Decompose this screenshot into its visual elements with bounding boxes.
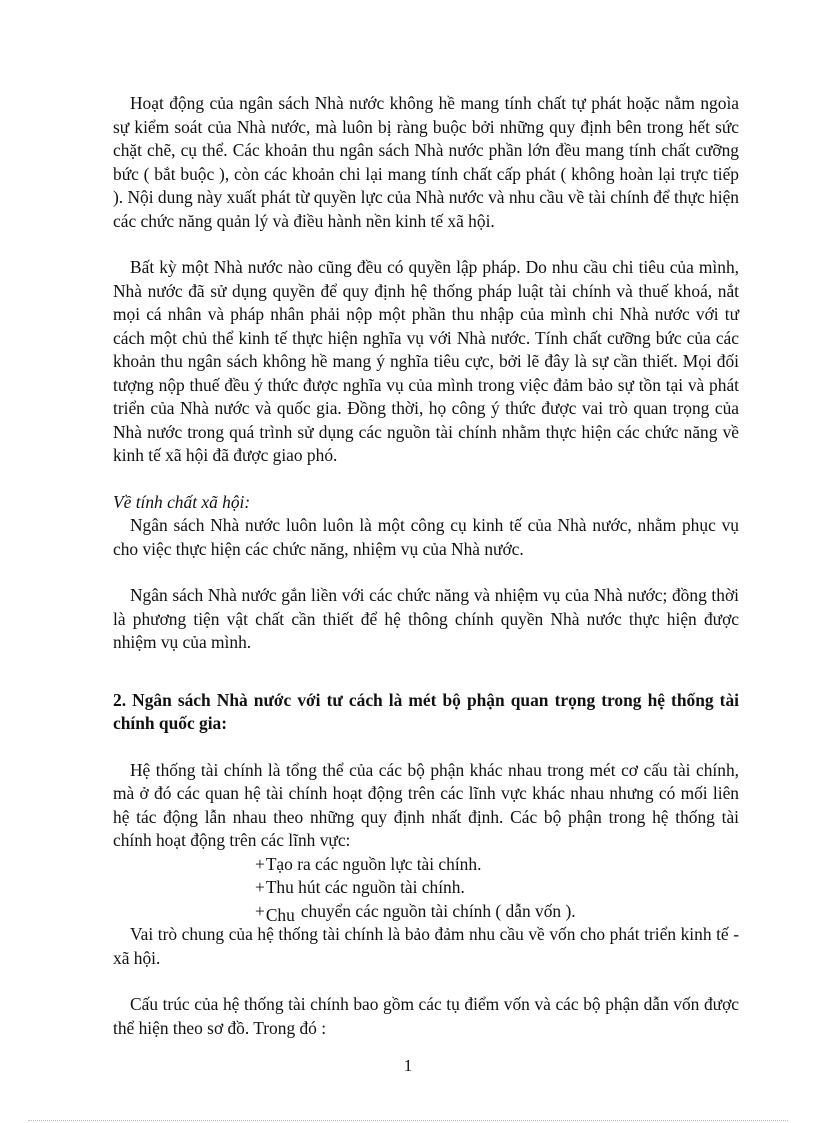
- plus-sign: +: [255, 853, 265, 874]
- plus-sign: +: [255, 900, 265, 921]
- list-item-text: Tạo ra các nguồn lực tài chính.: [265, 853, 482, 874]
- list-item-text: chuyển các nguồn tài chính ( dẫn vốn ).: [300, 900, 576, 921]
- plus-sign: +: [255, 877, 265, 897]
- paragraph-legislative-power: Bất kỳ một Nhà nước nào cũng đều có quyền lập pháp. Do nhu cầu chi tiêu của mình, Nhà nước đã sử dụng quyền để quy định hệ thống pháp luật tài chính và thuế khoá, nắt mọi cá nhân và pháp nhân phải nộp một phần thu nhập của mình chi Nhà nước với tư cách một chủ thể kinh tế thực hiện nghĩa vụ với Nhà nước. Tính chất cưỡng bức của các khoản thu ngân sách không hề mang ý nghĩa tiêu cực, bởi lẽ đây là sự cần thiết. Mọi đối tượng nộp thuế đều ý thức được nghĩa vụ của mình trong việc đảm bảo sự tồn tại và phát triển của Nhà nước và quốc gia. Đồng thời, họ công ý thức được vai trò quan trọng của Nhà nước trong quá trình sử dụng các nguồn tài chính nhằm thực hiện các chức năng về kinh tế xã hội đã được giao phó.: [113, 257, 739, 465]
- footer-divider: [28, 1120, 788, 1121]
- list-item: [255, 900, 739, 924]
- paragraph-budget-activity: Hoạt động của ngân sách Nhà nước không hề mang tính chất tự phát hoặc nằm ngoìa sự kiểm soát của Nhà nước, mà luôn bị ràng buộc bởi những quy định bên trong hết sức chặt chẽ, cụ thể. Các khoản thu ngân sách Nhà nước phần lớn đều mang tính chất cưỡng bức ( bắt buộc ), còn các khoản chi lại mang tính chất cấp phát ( không hoàn lại trực tiếp ). Nội dung này xuất phát từ quyền lực của Nhà nước và nhu cầu về tài chính để thực hiện các chức năng quản lý và điều hành nền kinh tế xã hội.: [113, 93, 739, 231]
- paragraph-economic-tool: Ngân sách Nhà nước luôn luôn là một công cụ kinh tế của Nhà nước, nhằm phục vụ cho việc thực hiện các chức năng, nhiệm vụ của Nhà nước.: [113, 515, 739, 559]
- paragraph-structure: Cấu trúc của hệ thống tài chính bao gồm các tụ điểm vốn và các bộ phận dẫn vốn được thể hiện theo sơ đồ. Trong đó :: [113, 994, 739, 1038]
- list-item-prefix: Chu: [265, 904, 295, 925]
- page-number: 1: [403, 1056, 413, 1075]
- list-item: [255, 876, 739, 900]
- financial-fields-list: [113, 853, 739, 924]
- social-nature-heading: Về tính chất xã hội:: [113, 491, 251, 512]
- paragraph-state-functions: Ngân sách Nhà nước gắn liền với các chức năng và nhiệm vụ của Nhà nước; đồng thời là phương tiện vật chất cần thiết để hệ thông chính quyền Nhà nước thực hiện được nhiệm vụ của mình.: [113, 585, 739, 652]
- paragraph-financial-system: Hệ thống tài chính là tổng thể của các bộ phận khác nhau trong mét cơ cấu tài chính, mà ở đó các quan hệ tài chính hoạt động trên các lĩnh vực khác nhau nhưng có mối liên hệ tác động lẫn nhau theo những quy định nhất định. Các bộ phận trong hệ thống tài chính hoạt động trên các lĩnh vực:: [113, 759, 739, 850]
- paragraph-general-role: Vai trò chung của hệ thống tài chính là bảo đảm nhu cầu về vốn cho phát triển kinh tế - xã hội.: [113, 924, 739, 968]
- document-page: [113, 92, 739, 1040]
- section-2-heading: 2. Ngân sách Nhà nước với tư cách là mét bộ phận quan trọng trong hệ thống tài chính quốc gia:: [113, 689, 739, 733]
- list-item: [255, 853, 739, 877]
- list-item-text: Thu hút các nguồn tài chính.: [265, 877, 465, 897]
